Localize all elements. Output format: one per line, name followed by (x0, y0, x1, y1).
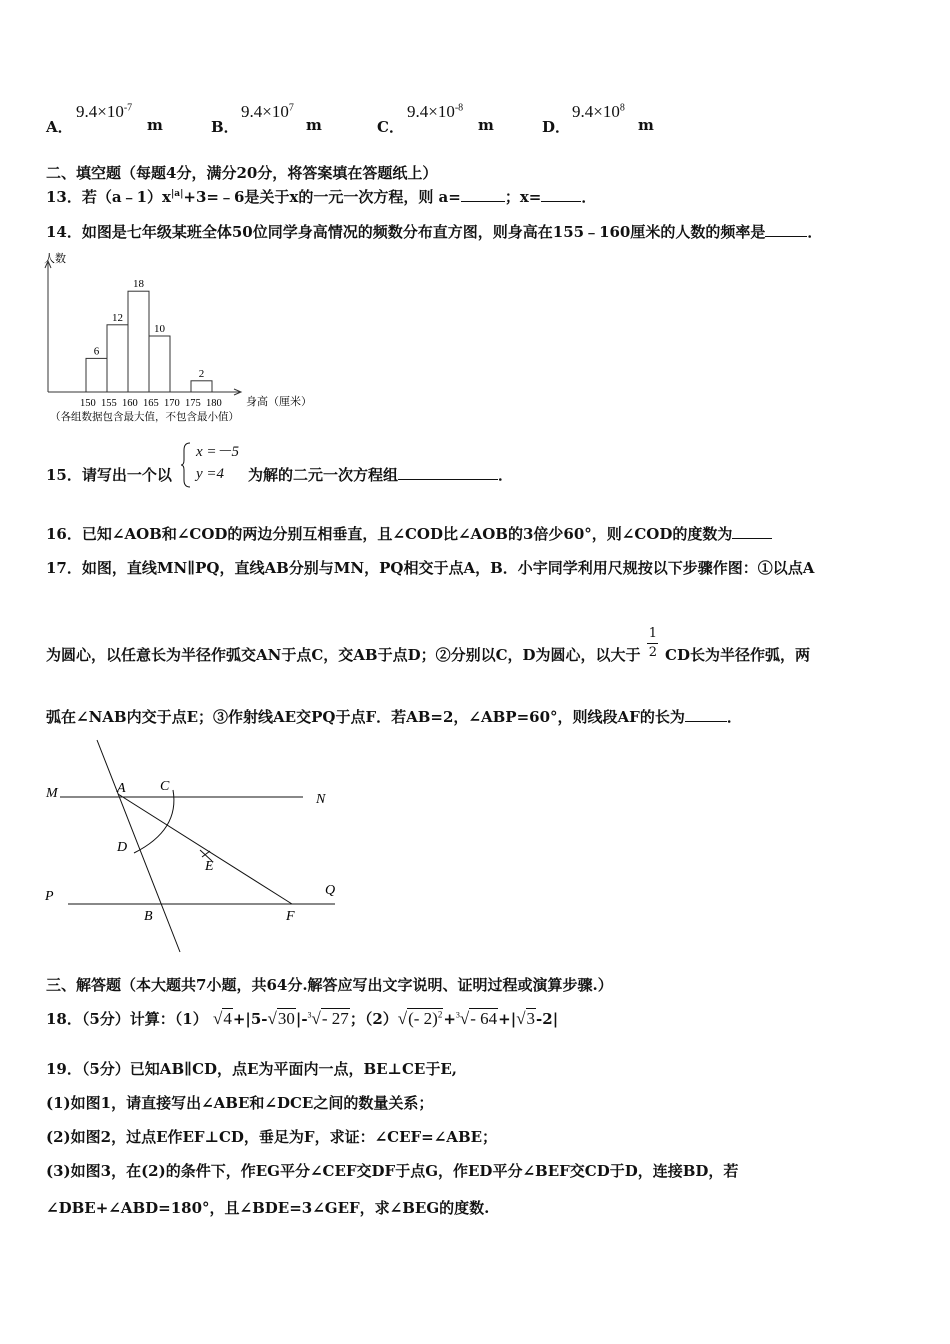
question-14 (46, 221, 822, 242)
section-3-heading: 三、解答题（本大题共7小题，共64分.解答应写出文字说明、证明过程或演算步骤.） (46, 976, 613, 994)
option-a (46, 100, 176, 136)
x-tick-label: 150 (80, 398, 96, 409)
option-letter: D． (542, 118, 571, 136)
answer-blank[interactable] (685, 707, 727, 722)
option-value: $9.4\times 10^{-7}$ (76, 102, 133, 121)
question-16 (46, 523, 772, 544)
section-2-heading: 二、填空题（每题4分，满分20分，将答案填在答题纸上） (46, 164, 438, 182)
question-19-line-1: 19．（5分）已知AB∥CD，点E为平面内一点，BE⊥CE于E, (46, 1060, 457, 1078)
label-f: F (286, 909, 295, 924)
label-d: D (117, 840, 128, 855)
question-19-line-5: ∠DBE+∠ABD=180°，且∠BDE=3∠GEF，求∠BEG的度数. (46, 1199, 490, 1217)
question-19-line-3: (2)如图2，过点E作EF⊥CD，垂足为F，求证：∠CEF=∠ABE； (46, 1128, 498, 1146)
line-ab (97, 740, 180, 952)
option-c (377, 100, 507, 136)
q13-text-a: 13．若（a﹣1）x (46, 188, 171, 206)
q13-exponent: |a| (170, 189, 184, 199)
cbrt-neg64: $^3$√- 64 (455, 1009, 498, 1028)
label-n: N (316, 792, 326, 807)
option-unit: m (638, 116, 654, 134)
q14-text: 14．如图是七年级某班全体50位同学身高情况的频数分布直方图，则身高在155﹣160厘米的人数的频率是 (46, 223, 766, 241)
bar-value-label: 6 (93, 345, 100, 358)
label-q: Q (325, 883, 336, 898)
answer-blank[interactable] (461, 187, 505, 202)
answer-blank[interactable] (398, 465, 498, 480)
q14-end: ． (807, 223, 823, 241)
histogram-bar (86, 358, 107, 392)
q17-text-a: 为圆心，以任意长为半径作弧交AN于点C，交AB于点D；②分别以C，D为圆心，以大于 (46, 646, 641, 664)
sqrt-30: √30 (267, 1009, 295, 1028)
x-tick-label: 170 (164, 398, 180, 409)
sqrt-neg2-squared: √(- 2)$^2$ (397, 1009, 443, 1028)
option-letter: B． (211, 118, 239, 136)
label-c: C (160, 779, 170, 794)
x-tick-label: 180 (206, 398, 222, 409)
q17-text-b: CD长为半径作弧，两 (665, 646, 810, 664)
label-p: P (45, 889, 54, 904)
question-19-line-4: (3)如图3，在(2)的条件下，作EG平分∠CEF交DF于点G，作ED平分∠BEF交CD于D，连接BD，若 (46, 1162, 739, 1180)
x-tick-label: 160 (122, 398, 138, 409)
option-value: $9.4\times 10^7$ (241, 102, 294, 121)
q15-text-a: 15．请写出一个以 (46, 466, 172, 484)
sqrt-4: √4 (212, 1009, 232, 1028)
q13-text-c: ；x= (504, 188, 542, 206)
fraction-half: $\frac{1}{2}$ (648, 626, 658, 660)
option-value: $9.4\times 10^8$ (572, 102, 625, 121)
option-unit: m (147, 116, 163, 134)
q15-text-b: 为解的二元一次方程组 ． (248, 466, 514, 484)
x-tick-label: 165 (143, 398, 159, 409)
option-unit: m (306, 116, 322, 134)
x-tick-label: 155 (101, 398, 117, 409)
ray-ae (118, 794, 292, 904)
option-d (542, 100, 672, 136)
histogram-bar (128, 291, 149, 392)
label-a: A (117, 781, 126, 796)
arc-cd (134, 790, 174, 853)
label-e: E (205, 859, 214, 874)
histogram-tick-labels (80, 398, 222, 409)
bar-value-label: 10 (154, 323, 165, 335)
question-17-line-1: 17．如图，直线MN∥PQ，直线AB分别与MN，PQ相交于点A，B．小宇同学利用尺规按以下步骤作图：①以点A (46, 559, 815, 577)
bar-value-label: 2 (198, 367, 205, 380)
parallel-lines-figure (40, 730, 350, 960)
question-17-line-3 (46, 706, 742, 727)
question-19-line-2: (1)如图1，请直接写出∠ABE和∠DCE之间的数量关系； (46, 1094, 434, 1112)
histogram-bar (107, 325, 128, 392)
histogram-x-label: 身高（厘米） (246, 395, 312, 408)
answer-blank[interactable] (732, 524, 772, 539)
q13-text-b: +3=﹣6是关于x的一元一次方程，则 a= (183, 188, 461, 206)
q15-eq1: x =－5 (196, 444, 240, 460)
histogram-y-label: 人数 (44, 252, 66, 265)
cbrt-neg27: $^3$√- 27 (307, 1009, 349, 1028)
question-13 (46, 186, 596, 207)
q17-end: ． (726, 708, 742, 726)
q15-eq2: y =4 (196, 466, 225, 482)
histogram-bar (149, 336, 170, 392)
answer-blank[interactable] (765, 222, 807, 237)
label-b: B (144, 909, 153, 924)
q13-text-d: ． (581, 188, 597, 206)
x-tick-label: 175 (185, 398, 201, 409)
histogram-bar (191, 381, 212, 392)
question-17-line-2 (46, 626, 810, 665)
option-unit: m (478, 116, 494, 134)
bar-value-label: 18 (133, 278, 144, 291)
histogram-bars (86, 291, 212, 392)
height-histogram (40, 250, 320, 430)
option-b (211, 100, 341, 136)
answer-blank[interactable] (541, 187, 581, 202)
sqrt-3: √3 (516, 1009, 536, 1028)
question-15 (46, 440, 646, 490)
histogram-note: （各组数据包含最大值，不包含最小值） (50, 411, 239, 423)
q16-text: 16．已知∠AOB和∠COD的两边分别互相垂直，且∠COD比∠AOB的3倍少60°，则∠COD的度数为 (46, 525, 733, 543)
left-brace-icon (180, 442, 192, 488)
q17-text-c: 弧在∠NAB内交于点E；③作射线AE交PQ于点F．若AB=2，∠ABP=60°，则线段AF的长为 (46, 708, 685, 726)
option-value: $9.4\times 10^{-8}$ (407, 102, 464, 121)
option-letter: C． (377, 118, 404, 136)
label-m: M (46, 786, 58, 801)
question-18: 18．（5分）计算：（1） √4+|5-√30|-$^3$√- 27；（2）√(- 2)$^2$+$^3$√- 64+|√3-2| (46, 1009, 559, 1028)
option-letter: A． (46, 118, 73, 136)
bar-value-label: 12 (112, 311, 123, 324)
q18-prefix: 18．（5分）计算：（1） (46, 1010, 208, 1028)
